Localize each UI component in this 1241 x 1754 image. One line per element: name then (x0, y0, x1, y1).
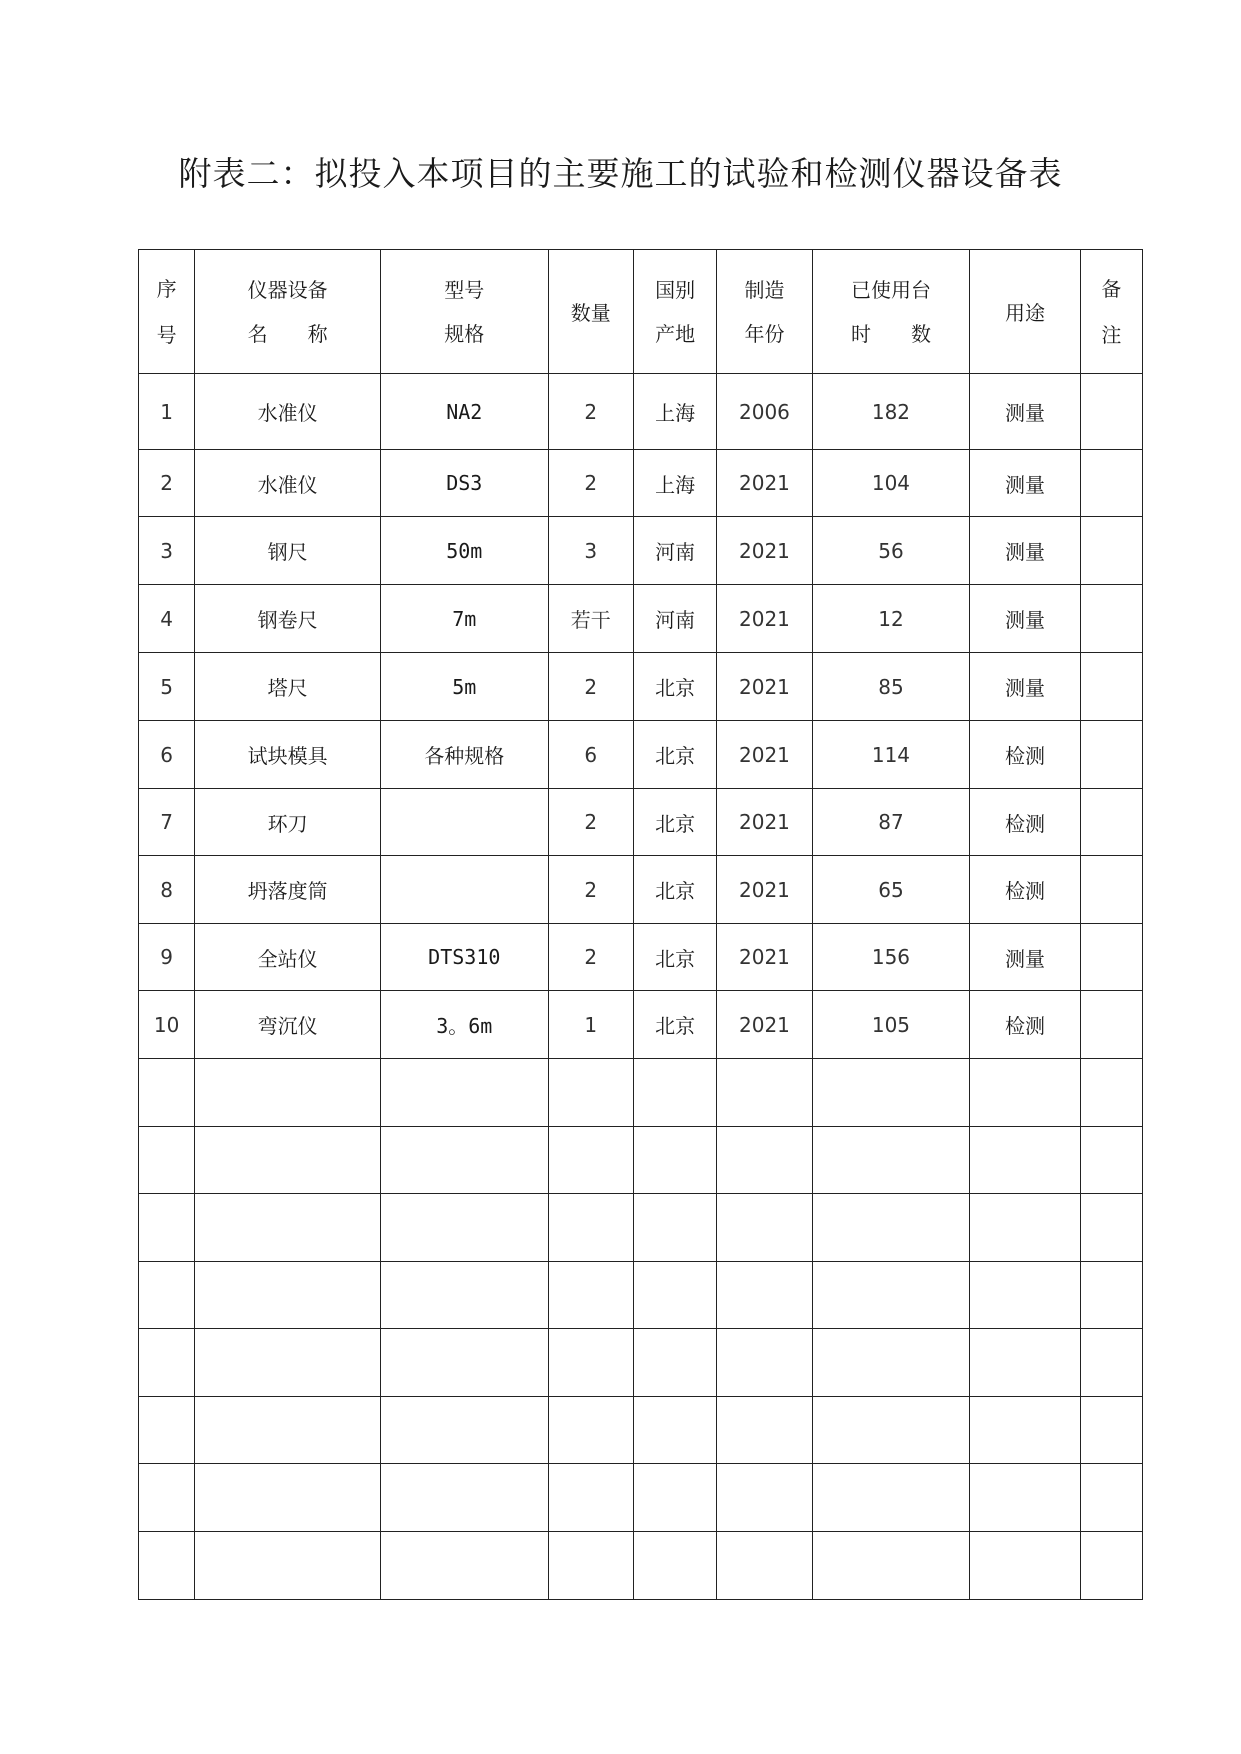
cell-year: 2021 (717, 991, 812, 1059)
cell-qty: 2 (548, 374, 633, 450)
cell-origin: 北京 (633, 924, 716, 991)
cell-origin (633, 1059, 716, 1127)
cell-qty: 3 (548, 517, 633, 585)
header-origin-line2: 产地 (655, 321, 696, 346)
cell-hours (812, 1059, 970, 1127)
cell-seq (139, 1262, 195, 1329)
cell-qty (548, 1262, 633, 1329)
header-origin (633, 250, 716, 374)
cell-use (970, 1397, 1080, 1464)
header-seq (139, 250, 195, 374)
cell-seq (139, 1059, 195, 1127)
cell-origin: 上海 (633, 450, 716, 517)
header-hours-line1: 已使用台 (850, 277, 931, 302)
cell-note (1080, 653, 1142, 721)
header-note (1080, 250, 1142, 374)
cell-model: 3。6m (380, 991, 548, 1059)
cell-model (380, 1194, 548, 1262)
cell-year: 2021 (717, 585, 812, 653)
cell-origin (633, 1127, 716, 1194)
cell-use (970, 1059, 1080, 1127)
cell-seq: 7 (139, 789, 195, 856)
cell-use: 测量 (970, 450, 1080, 517)
equipment-table (138, 249, 1143, 1600)
cell-seq: 8 (139, 856, 195, 924)
cell-origin (633, 1194, 716, 1262)
cell-note (1080, 1262, 1142, 1329)
cell-year: 2021 (717, 517, 812, 585)
cell-note (1080, 374, 1142, 450)
cell-seq: 9 (139, 924, 195, 991)
cell-origin (633, 1464, 716, 1532)
cell-year: 2021 (717, 789, 812, 856)
cell-name: 水准仪 (195, 450, 381, 517)
table-row (139, 1464, 1143, 1532)
cell-use: 检测 (970, 856, 1080, 924)
cell-hours: 85 (812, 653, 970, 721)
table-row (139, 721, 1143, 789)
cell-origin: 河南 (633, 585, 716, 653)
cell-qty (548, 1464, 633, 1532)
cell-use: 测量 (970, 924, 1080, 991)
cell-hours (812, 1329, 970, 1397)
cell-hours: 105 (812, 991, 970, 1059)
cell-name (195, 1262, 381, 1329)
cell-qty: 6 (548, 721, 633, 789)
cell-use: 测量 (970, 374, 1080, 450)
table-row (139, 1127, 1143, 1194)
cell-model: 7m (380, 585, 548, 653)
cell-note (1080, 1464, 1142, 1532)
cell-hours (812, 1397, 970, 1464)
cell-note (1080, 856, 1142, 924)
cell-note (1080, 1127, 1142, 1194)
cell-qty (548, 1127, 633, 1194)
cell-model: DTS310 (380, 924, 548, 991)
cell-hours (812, 1127, 970, 1194)
cell-model: 5m (380, 653, 548, 721)
cell-use (970, 1464, 1080, 1532)
header-year-line2: 年份 (744, 321, 785, 346)
cell-hours: 104 (812, 450, 970, 517)
cell-note (1080, 991, 1142, 1059)
cell-note (1080, 924, 1142, 991)
cell-origin (633, 1397, 716, 1464)
table-row (139, 374, 1143, 450)
cell-year (717, 1329, 812, 1397)
header-name-line2: 名 称 (247, 321, 328, 346)
cell-name: 钢卷尺 (195, 585, 381, 653)
cell-model (380, 1397, 548, 1464)
header-use: 用途 (970, 250, 1080, 374)
cell-origin (633, 1262, 716, 1329)
cell-name (195, 1329, 381, 1397)
cell-note (1080, 517, 1142, 585)
cell-hours (812, 1194, 970, 1262)
table-row (139, 653, 1143, 721)
cell-seq (139, 1464, 195, 1532)
cell-use: 检测 (970, 789, 1080, 856)
cell-model (380, 1059, 548, 1127)
cell-seq (139, 1329, 195, 1397)
table-row (139, 991, 1143, 1059)
cell-qty (548, 1397, 633, 1464)
cell-name: 弯沉仪 (195, 991, 381, 1059)
cell-note (1080, 721, 1142, 789)
cell-name: 钢尺 (195, 517, 381, 585)
page-title: 附表二：拟投入本项目的主要施工的试验和检测仪器设备表 (178, 154, 1063, 193)
cell-qty (548, 1329, 633, 1397)
cell-note (1080, 450, 1142, 517)
cell-hours (812, 1532, 970, 1600)
cell-seq: 5 (139, 653, 195, 721)
table-row (139, 1532, 1143, 1600)
cell-qty (548, 1532, 633, 1600)
table-row (139, 924, 1143, 991)
header-note-line2: 注 (1101, 322, 1122, 347)
cell-qty: 2 (548, 653, 633, 721)
cell-note (1080, 1397, 1142, 1464)
table-row (139, 450, 1143, 517)
cell-year: 2021 (717, 856, 812, 924)
table-row (139, 585, 1143, 653)
cell-qty: 2 (548, 856, 633, 924)
header-hours-line2: 时 数 (850, 321, 931, 346)
cell-origin: 北京 (633, 856, 716, 924)
cell-model (380, 1127, 548, 1194)
cell-model (380, 1262, 548, 1329)
cell-name: 试块模具 (195, 721, 381, 789)
cell-qty: 2 (548, 450, 633, 517)
cell-qty: 若干 (548, 585, 633, 653)
header-seq-line1: 序 (156, 276, 177, 301)
header-origin-line1: 国别 (655, 277, 696, 302)
cell-hours (812, 1262, 970, 1329)
cell-origin: 北京 (633, 653, 716, 721)
cell-hours: 65 (812, 856, 970, 924)
cell-seq: 10 (139, 991, 195, 1059)
cell-use (970, 1127, 1080, 1194)
header-year-line1: 制造 (744, 277, 785, 302)
cell-name (195, 1397, 381, 1464)
cell-use (970, 1532, 1080, 1600)
cell-name: 坍落度筒 (195, 856, 381, 924)
cell-year: 2021 (717, 721, 812, 789)
cell-model: 50m (380, 517, 548, 585)
cell-model: NA2 (380, 374, 548, 450)
cell-name: 全站仪 (195, 924, 381, 991)
cell-year: 2006 (717, 374, 812, 450)
cell-use: 测量 (970, 517, 1080, 585)
header-seq-line2: 号 (156, 322, 177, 347)
cell-hours: 12 (812, 585, 970, 653)
cell-qty: 1 (548, 991, 633, 1059)
cell-name (195, 1059, 381, 1127)
cell-name (195, 1464, 381, 1532)
cell-note (1080, 1059, 1142, 1127)
cell-model: DS3 (380, 450, 548, 517)
header-model-line1: 型号 (444, 277, 485, 302)
table-header-row (139, 250, 1143, 374)
cell-year (717, 1532, 812, 1600)
header-qty: 数量 (548, 250, 633, 374)
cell-seq: 3 (139, 517, 195, 585)
header-hours (812, 250, 970, 374)
cell-name (195, 1194, 381, 1262)
table-row (139, 1397, 1143, 1464)
cell-qty: 2 (548, 924, 633, 991)
cell-use (970, 1262, 1080, 1329)
cell-model (380, 789, 548, 856)
cell-year (717, 1464, 812, 1532)
cell-model: 各种规格 (380, 721, 548, 789)
cell-year (717, 1397, 812, 1464)
table-row (139, 517, 1143, 585)
cell-model (380, 1532, 548, 1600)
cell-seq: 2 (139, 450, 195, 517)
header-model-line2: 规格 (444, 321, 485, 346)
cell-note (1080, 1194, 1142, 1262)
table-row (139, 1194, 1143, 1262)
cell-note (1080, 1329, 1142, 1397)
cell-qty (548, 1194, 633, 1262)
cell-year (717, 1127, 812, 1194)
cell-seq (139, 1397, 195, 1464)
cell-origin (633, 1329, 716, 1397)
cell-hours: 114 (812, 721, 970, 789)
cell-year: 2021 (717, 450, 812, 517)
cell-seq (139, 1532, 195, 1600)
cell-qty (548, 1059, 633, 1127)
cell-name (195, 1532, 381, 1600)
cell-origin: 上海 (633, 374, 716, 450)
cell-note (1080, 789, 1142, 856)
cell-model (380, 856, 548, 924)
cell-hours (812, 1464, 970, 1532)
cell-seq (139, 1194, 195, 1262)
cell-year (717, 1194, 812, 1262)
cell-qty: 2 (548, 789, 633, 856)
cell-use: 测量 (970, 585, 1080, 653)
cell-name: 塔尺 (195, 653, 381, 721)
cell-year (717, 1262, 812, 1329)
cell-model (380, 1464, 548, 1532)
cell-seq: 4 (139, 585, 195, 653)
cell-origin: 北京 (633, 991, 716, 1059)
cell-note (1080, 1532, 1142, 1600)
header-model (380, 250, 548, 374)
cell-use: 检测 (970, 991, 1080, 1059)
header-name-line1: 仪器设备 (247, 277, 328, 302)
table-row (139, 1059, 1143, 1127)
cell-seq (139, 1127, 195, 1194)
table-row (139, 1329, 1143, 1397)
cell-origin: 北京 (633, 721, 716, 789)
cell-origin: 河南 (633, 517, 716, 585)
table-row (139, 856, 1143, 924)
header-name (195, 250, 381, 374)
cell-note (1080, 585, 1142, 653)
table-row (139, 1262, 1143, 1329)
cell-hours: 182 (812, 374, 970, 450)
cell-hours: 156 (812, 924, 970, 991)
cell-name: 环刀 (195, 789, 381, 856)
cell-year: 2021 (717, 924, 812, 991)
cell-origin (633, 1532, 716, 1600)
table-body (139, 250, 1143, 1600)
cell-seq: 1 (139, 374, 195, 450)
cell-name (195, 1127, 381, 1194)
cell-name: 水准仪 (195, 374, 381, 450)
cell-use: 测量 (970, 653, 1080, 721)
cell-year (717, 1059, 812, 1127)
cell-origin: 北京 (633, 789, 716, 856)
header-note-line1: 备 (1101, 276, 1122, 301)
cell-seq: 6 (139, 721, 195, 789)
cell-use: 检测 (970, 721, 1080, 789)
cell-hours: 87 (812, 789, 970, 856)
cell-use (970, 1329, 1080, 1397)
cell-year: 2021 (717, 653, 812, 721)
cell-use (970, 1194, 1080, 1262)
cell-model (380, 1329, 548, 1397)
header-year (717, 250, 812, 374)
cell-hours: 56 (812, 517, 970, 585)
table-row (139, 789, 1143, 856)
